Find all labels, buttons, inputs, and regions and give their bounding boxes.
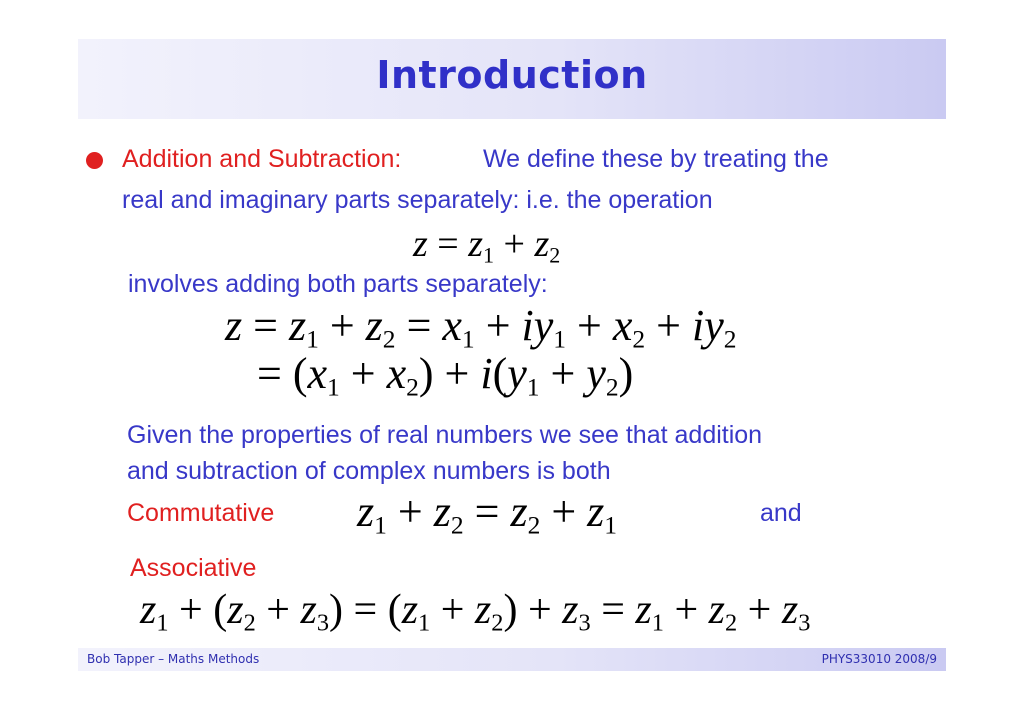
involves-line: involves adding both parts separately: (128, 270, 548, 298)
equation-commutative: $z_1 + z_2 = z_2 + z_1$ (357, 487, 618, 540)
given-line1: Given the properties of real numbers we see that addition (127, 421, 763, 449)
commutative-label: Commutative (127, 499, 275, 527)
given-line2: and subtraction of complex numbers is both (127, 457, 611, 485)
equation-expansion-line2: = $(x_1 + x_2) + i(y_1 + y_2)$ (257, 349, 634, 402)
equation-expansion-line1: $z = z_1 + z_2 = x_1 + iy_1 + x_2 + iy_2$ (225, 301, 737, 354)
slide-title: Introduction (376, 53, 648, 97)
associative-label: Associative (130, 554, 257, 582)
and-label: and (760, 499, 802, 527)
footer-bar (78, 648, 946, 671)
footer-author: Bob Tapper – Maths Methods (87, 652, 260, 666)
equation-operation: $z = z_1 + z_2$ (413, 223, 561, 268)
title-bar (78, 39, 946, 119)
bullet-line2: real and imaginary parts separately: i.e. the operation (122, 186, 713, 214)
equation-associative: $z_1 + (z_2 + z_3) = (z_1 + z_2) + z_3 = z_1 + z_2 + z_3$ (140, 587, 811, 637)
bullet-dot-icon (86, 152, 103, 169)
bullet-line1: We define these by treating the (483, 145, 829, 173)
bullet-heading: Addition and Subtraction: (122, 145, 402, 173)
footer-course: PHYS33010 2008/9 (821, 652, 937, 666)
